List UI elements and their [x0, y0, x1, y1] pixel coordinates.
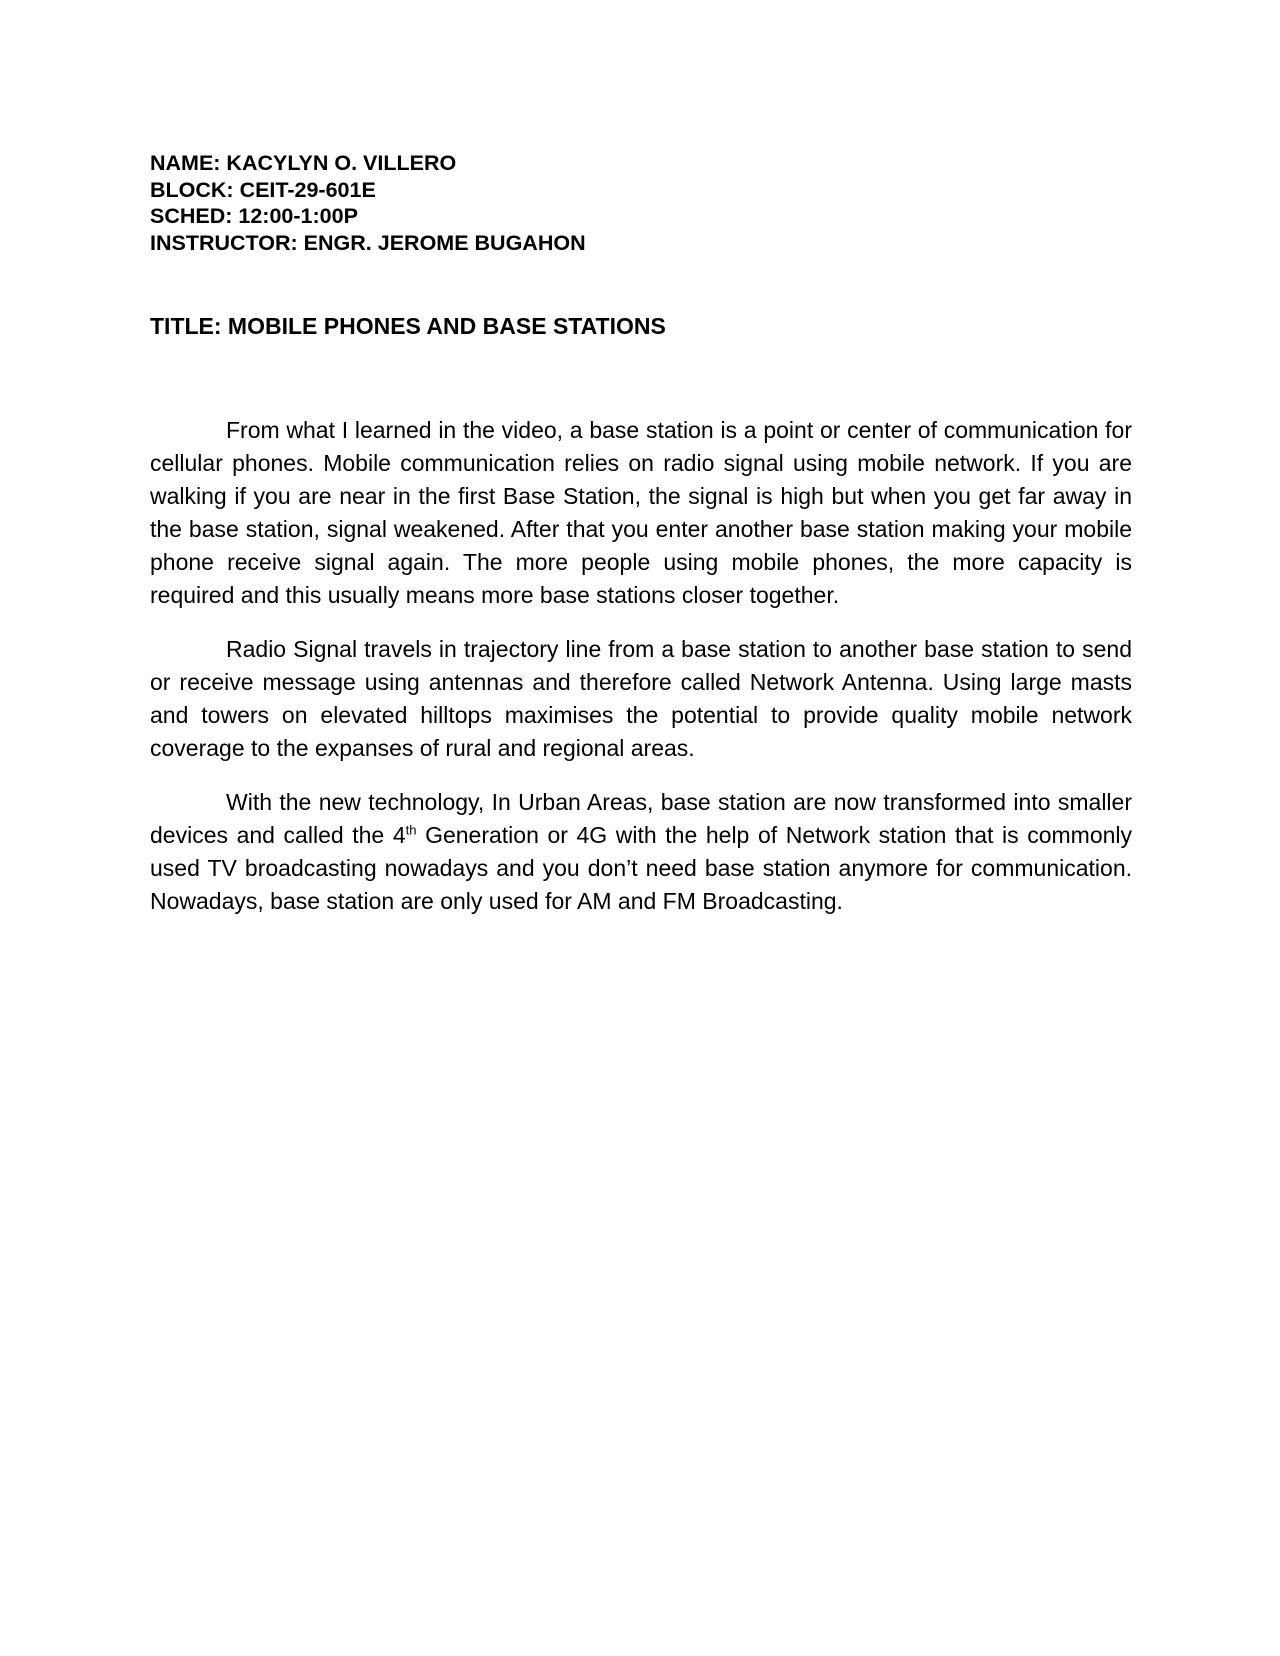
student-name: NAME: KACYLYN O. VILLERO — [150, 151, 457, 175]
student-block: BLOCK: CEIT-29-601E — [150, 177, 376, 202]
paragraph-1: From what I learned in the video, a base station is a point or center of communication for cellular phones. Mobile communication relies on radio signal using mobile network. If you are walking if you are near in the first Base Station, the signal is high but when you get far away in the base station, signal weakened. After that you enter another base station making your mobile phone receive signal again. The more people using mobile phones, the more capacity is required and this usually means more base stations closer together. — [150, 417, 1132, 608]
paragraph-3-text-end: Generation or 4G with the help of Network station that is commonly used TV broadcasting nowadays and you don’t need base station anymore for communication. Nowadays, base station are only used for AM and FM Broadcasting. — [150, 822, 1133, 914]
document-page — [150, 150, 1132, 939]
paragraph-2: Radio Signal travels in trajectory line from a base station to another base station to send or receive message using antennas and therefore called Network Antenna. Using large masts and towers on elevated hilltops maximises the potential to provide quality mobile network coverage to the expanses of rural and regional areas. — [150, 636, 1132, 761]
class-schedule: SCHED: 12:00-1:00P — [150, 204, 358, 228]
document-body — [150, 414, 1132, 918]
ordinal-superscript: th — [405, 822, 417, 838]
student-info-header — [150, 150, 1132, 256]
document-title: TITLE: MOBILE PHONES AND BASE STATIONS — [150, 313, 666, 339]
paragraph-3-text-start: With the new technology, In Urban Areas, base station are now transformed into smaller devices and called the 4 — [150, 789, 1132, 848]
paragraph-3 — [150, 786, 1132, 918]
instructor-name: INSTRUCTOR: ENGR. JEROME BUGAHON — [150, 230, 586, 255]
